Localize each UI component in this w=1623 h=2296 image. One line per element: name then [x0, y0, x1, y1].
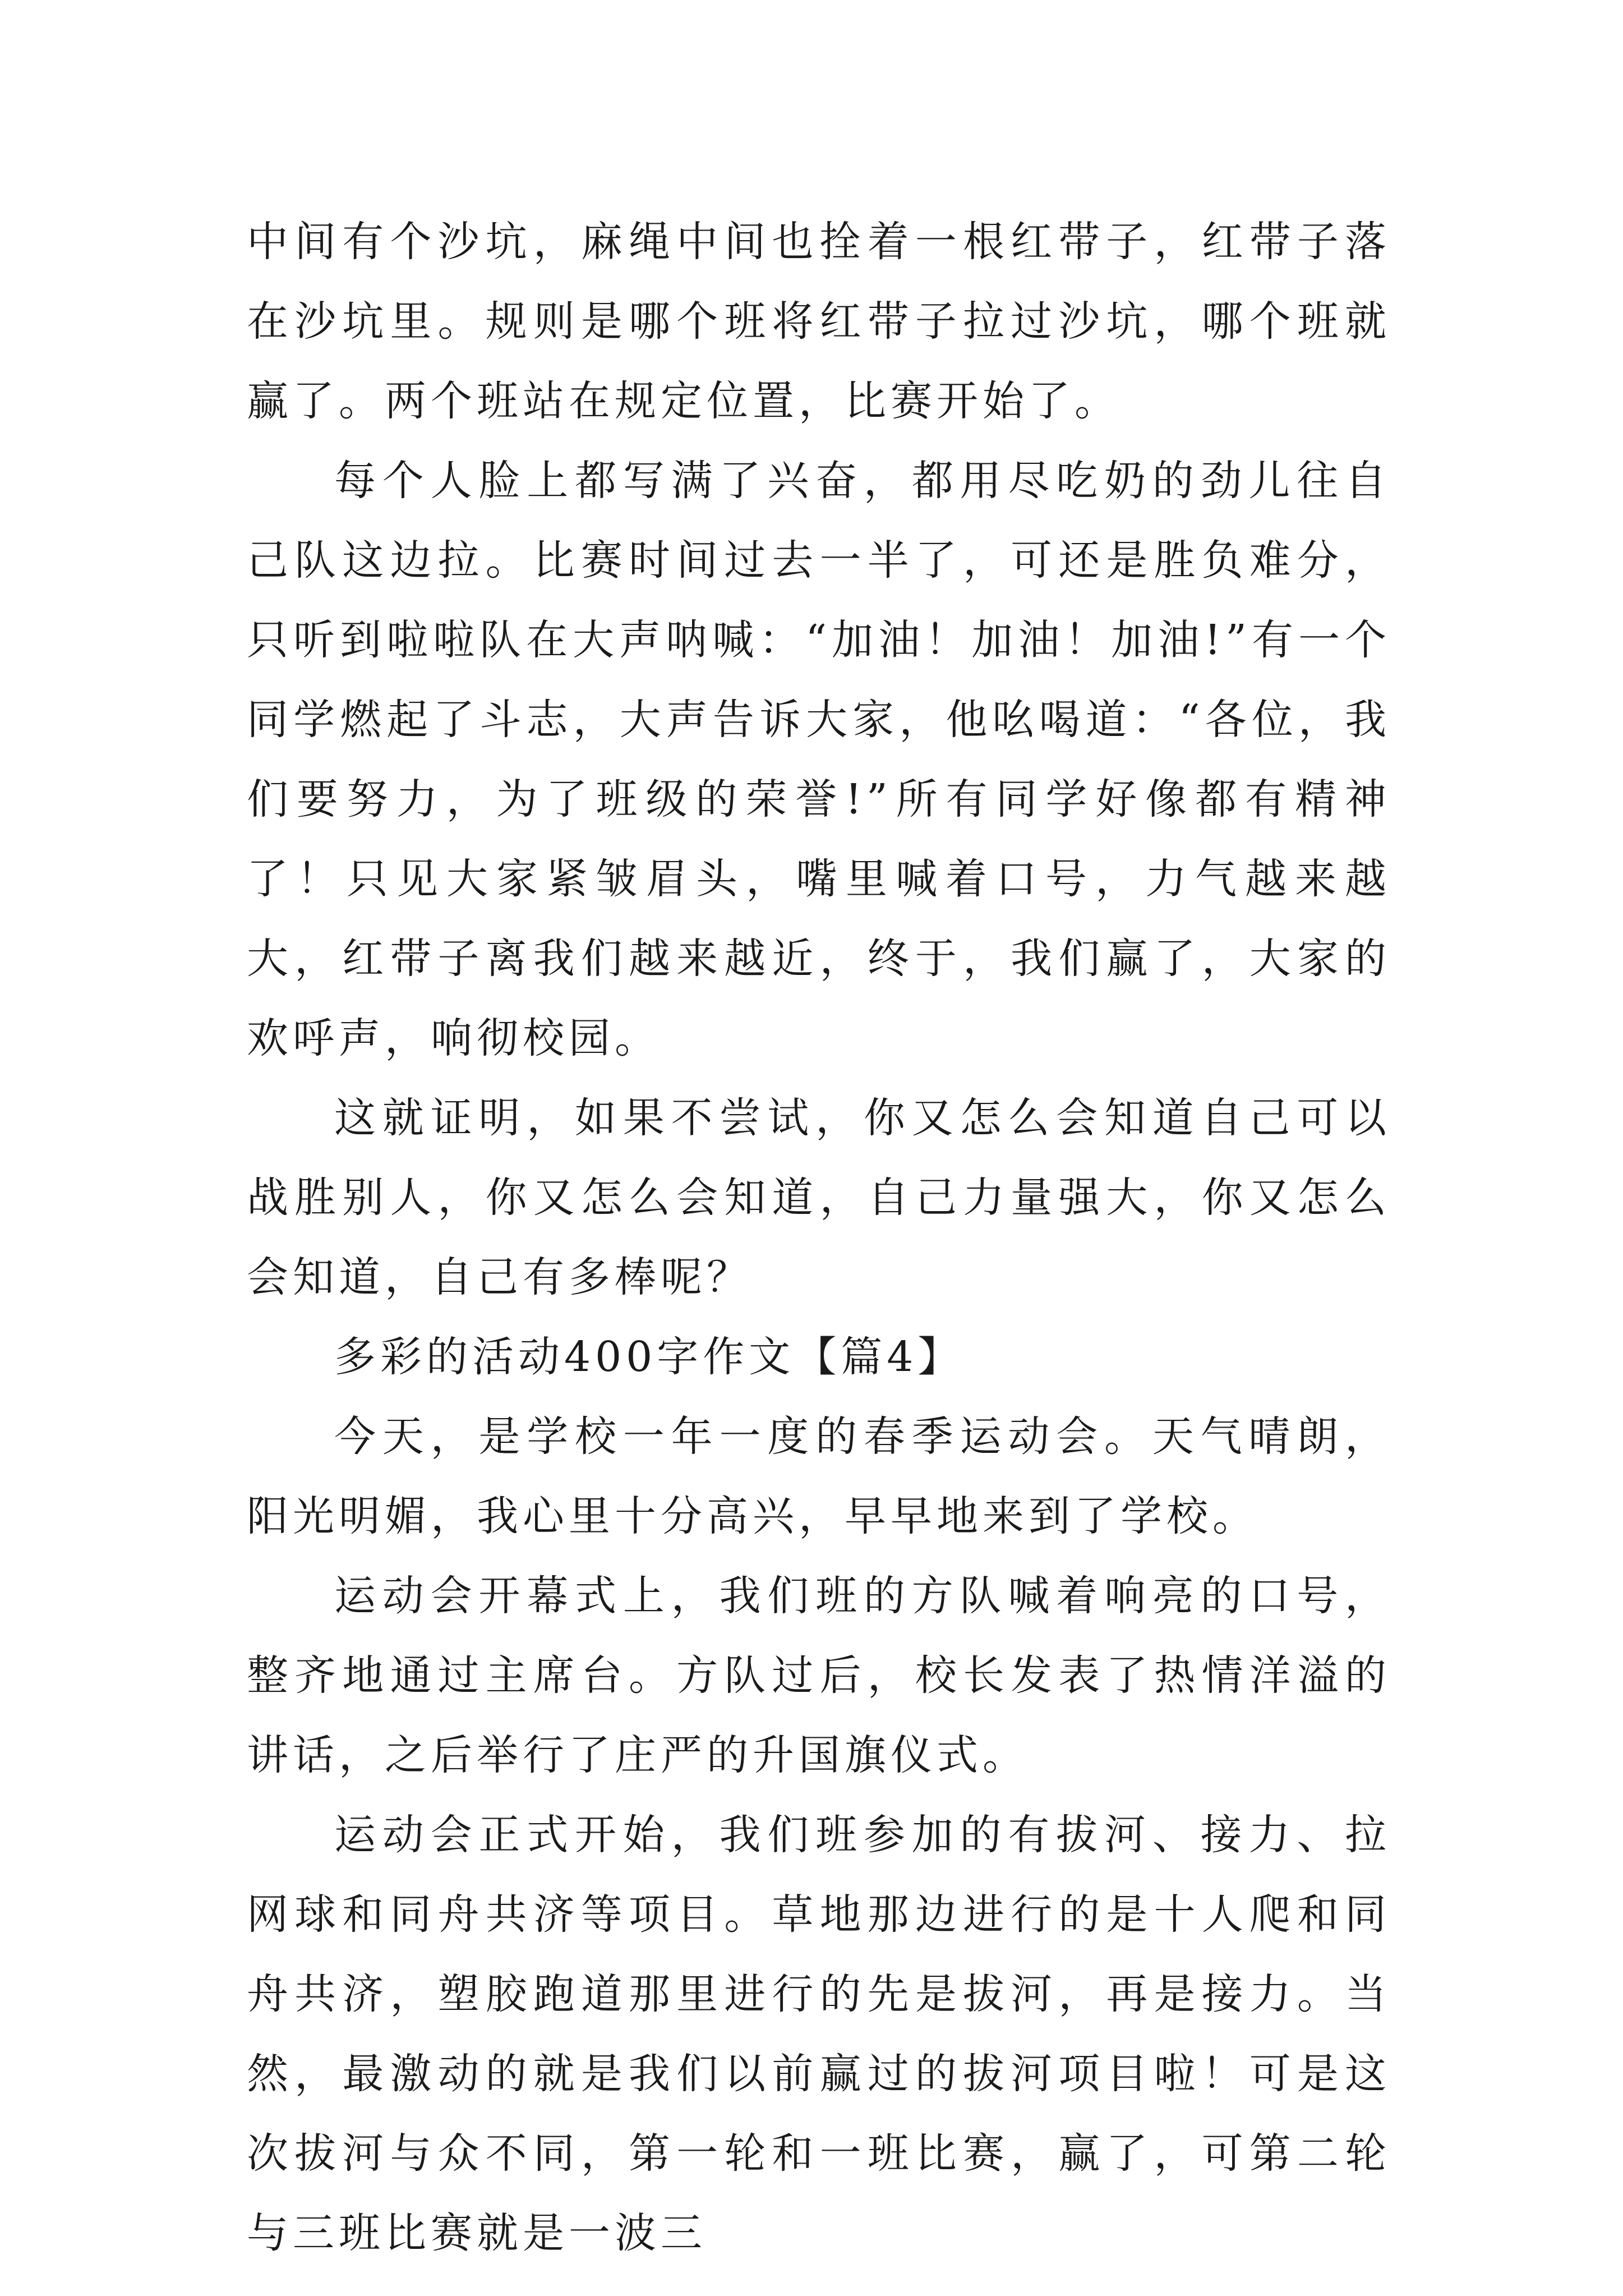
paragraph: 今天，是学校一年一度的春季运动会。天气晴朗，阳光明媚，我心里十分高兴，早早地来到了学校。 — [247, 1412, 1391, 1540]
paragraph: 运动会正式开始，我们班参加的有拔河、接力、拉网球和同舟共济等项目。草地那边进行的是十人爬和同舟共济，塑胶跑道那里进行的先是拔河，再是接力。当然，最激动的就是我们以前赢过的拔河项目啦！可是这次拔河与众不同，第一轮和一班比赛，赢了，可第二轮与三班比赛就是一波三 — [247, 1811, 1391, 2257]
paragraph-continuation: 中间有个沙坑，麻绳中间也拴着一根红带子，红带子落在沙坑里。规则是哪个班将红带子拉过沙坑，哪个班就赢了。两个班站在规定位置，比赛开始了。 — [247, 218, 1391, 425]
section-heading: 多彩的活动400字作文【篇4】 — [334, 1333, 964, 1381]
paragraph: 每个人脸上都写满了兴奋，都用尽吃奶的劲儿往自己队这边拉。比赛时间过去一半了，可还是胜负难分，只听到啦啦队在大声呐喊：“加油！加油！加油!”有一个同学燃起了斗志，大声告诉大家，他吆喝道：“各位，我们要努力，为了班级的荣誉!”所有同学好像都有精神了！只见大家紧皱眉头，嘴里喊着口号，力气越来越大，红带子离我们越来越近，终于，我们赢了，大家的欢呼声，响彻校园。 — [247, 457, 1391, 1062]
paragraph: 这就证明，如果不尝试，你又怎么会知道自己可以战胜别人，你又怎么会知道，自己力量强大，你又怎么会知道，自己有多棒呢？ — [247, 1094, 1391, 1301]
document-body — [247, 202, 1391, 2273]
paragraph: 运动会开幕式上，我们班的方队喊着响亮的口号，整齐地通过主席台。方队过后，校长发表了热情洋溢的讲话，之后举行了庄严的升国旗仪式。 — [247, 1572, 1391, 1779]
